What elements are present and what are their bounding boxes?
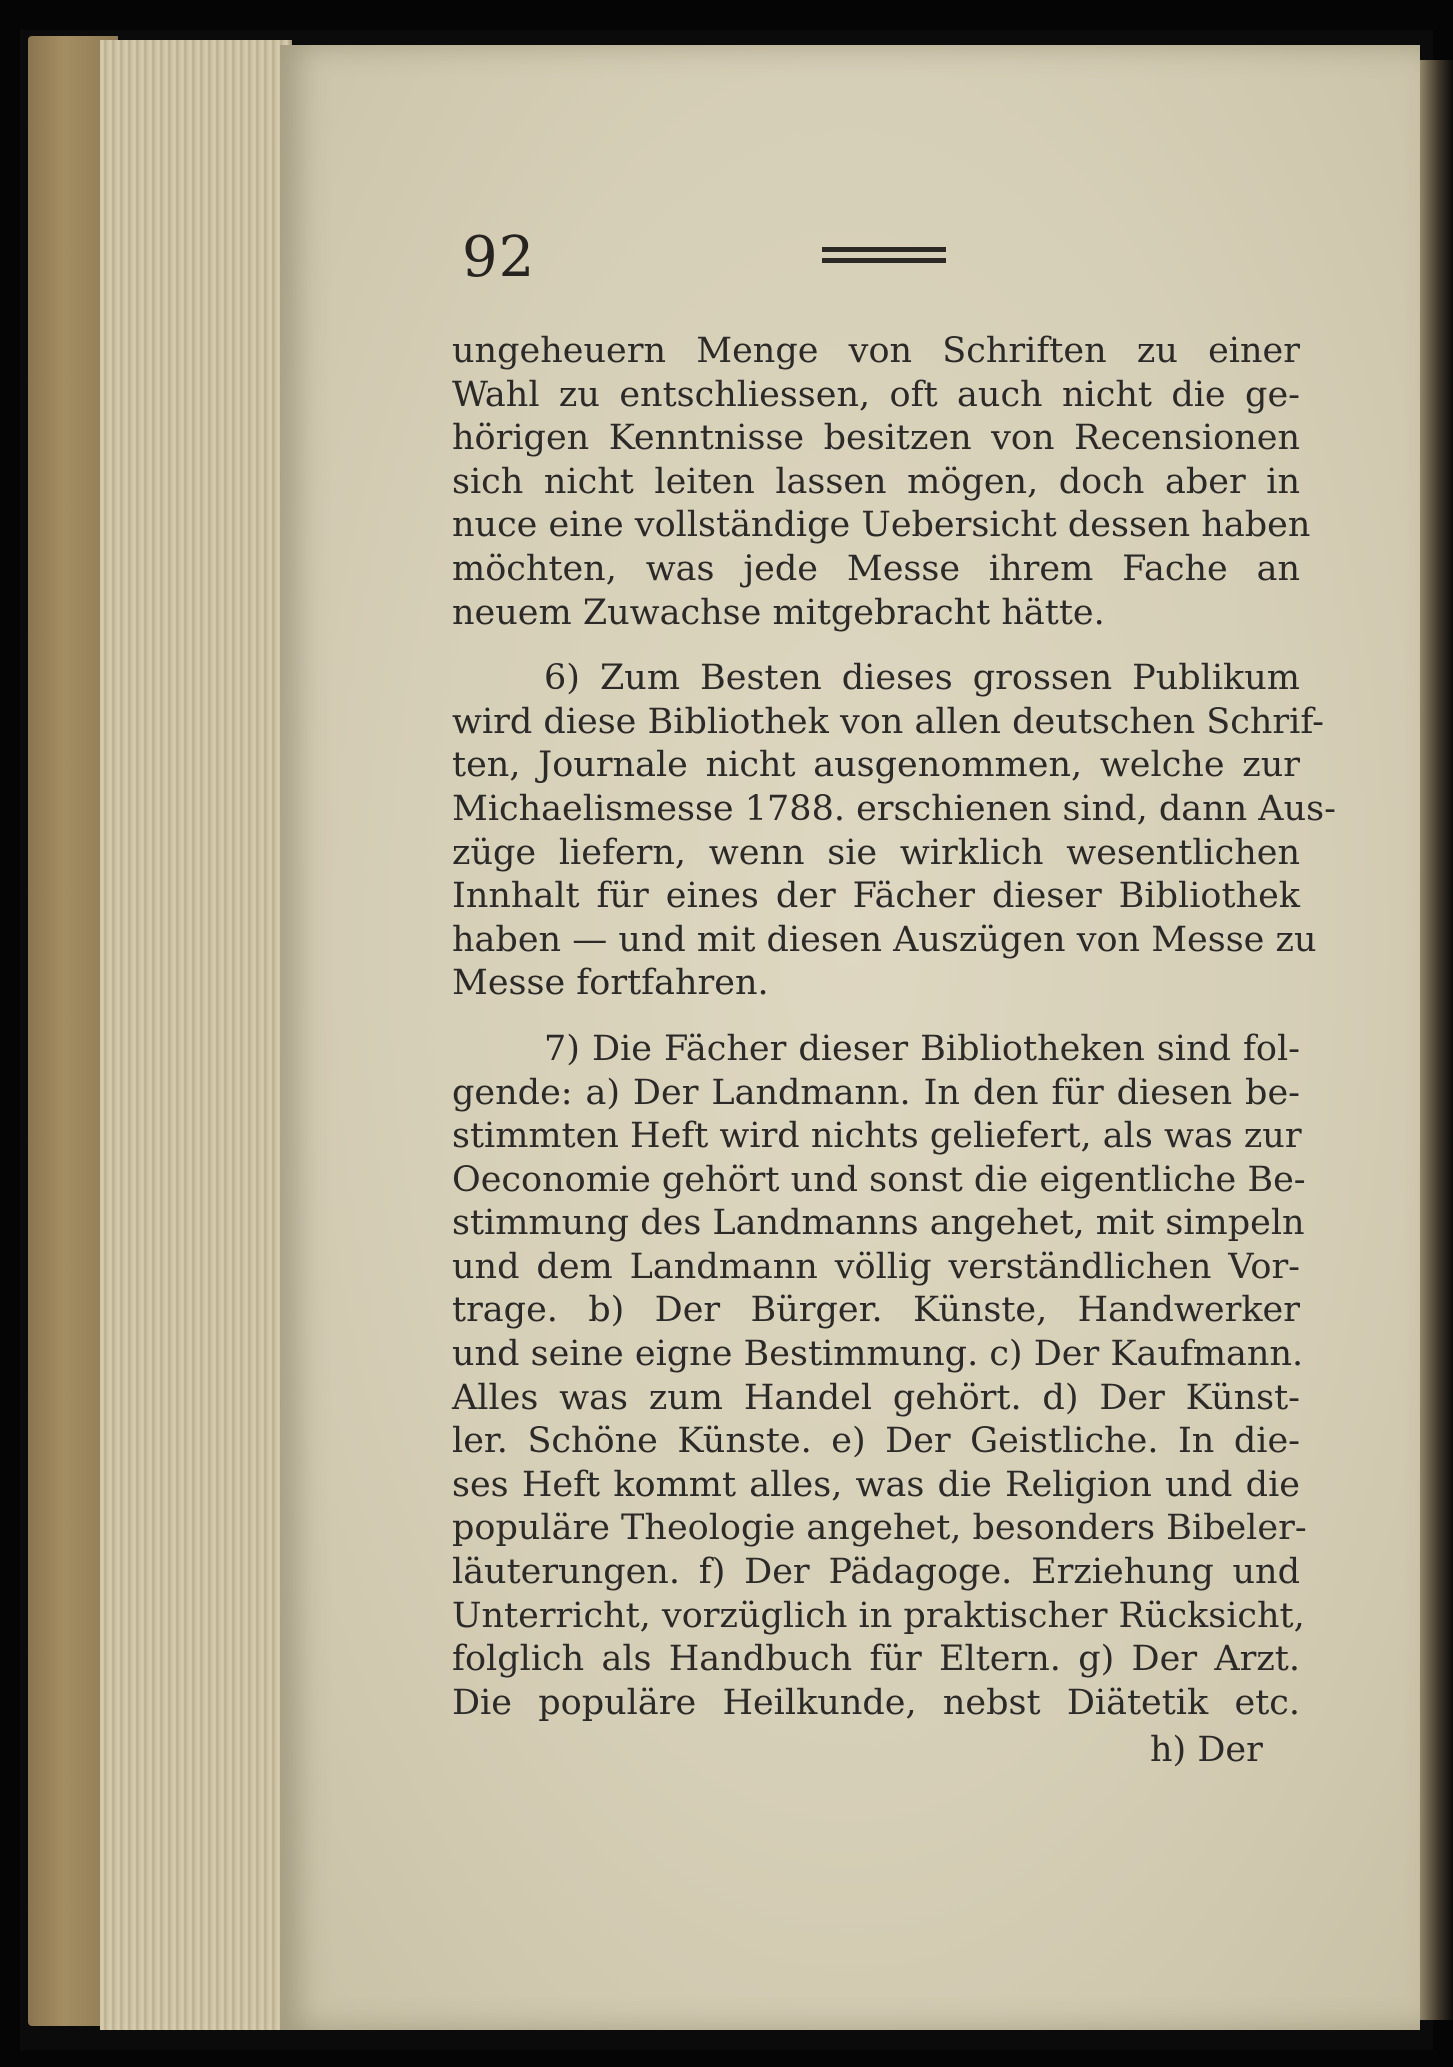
text-line: ungeheuern Menge von Schriften zu einer [452, 331, 1300, 371]
text-line: Alles was zum Handel gehört. d) Der Künst- [452, 1377, 1300, 1418]
text-line: stimmten Heft wird nichts geliefert, als was zur [452, 1116, 1302, 1157]
text-line: wird diese Bibliothek von allen deutschen Schrif- [452, 701, 1324, 742]
text-line: stimmung des Landmanns angehet, mit simpeln [452, 1203, 1305, 1244]
paragraph-6 [452, 657, 1336, 1006]
text-line: ler. Schöne Künste. e) Der Geistliche. In die- [452, 1421, 1300, 1462]
text-line: trage. b) Der Bürger. Künste, Handwerker [452, 1290, 1300, 1331]
text-line: haben — und mit diesen Auszügen von Messe zu [452, 919, 1317, 960]
paragraph-7 [452, 1028, 1307, 1726]
text-line: gende: a) Der Landmann. In den für diesen be- [452, 1072, 1300, 1113]
header-rule [822, 247, 946, 269]
text-line: ten, Journale nicht ausgenommen, welche zur [452, 745, 1300, 786]
text-line: züge liefern, wenn sie wirklich wesentlichen [452, 832, 1300, 873]
text-line: Messe fortfahren. [452, 963, 769, 1004]
text-line: nuce eine vollständige Uebersicht dessen haben [452, 505, 1311, 546]
catchword: h) Der [1150, 1730, 1263, 1770]
page-number: 92 [462, 225, 536, 290]
text-line: populäre Theologie angehet, besonders Bibeler- [452, 1508, 1307, 1549]
page-stack [100, 40, 292, 2030]
text-line: möchten, was jede Messe ihrem Fache an [452, 548, 1300, 589]
text-line: Unterricht, vorzüglich in praktischer Rücksicht, [452, 1595, 1305, 1636]
text-line: sich nicht leiten lassen mögen, doch aber in [452, 461, 1300, 502]
text-line: Oeconomie gehört und sonst die eigentliche Be- [452, 1159, 1306, 1200]
text-line: hörigen Kenntnisse besitzen von Recensionen [452, 418, 1300, 459]
text-line: Die populäre Heilkunde, nebst Diätetik etc. [452, 1682, 1300, 1723]
text-line: Michaelismesse 1788. erschienen sind, dann Aus- [452, 788, 1336, 829]
text-line: ses Heft kommt alles, was die Religion und die [452, 1464, 1300, 1505]
text-line: läuterungen. f) Der Pädagoge. Erziehung und [452, 1552, 1300, 1593]
text-line: und dem Landmann völlig verständlichen Vor- [452, 1246, 1300, 1287]
paragraph-1 [452, 330, 1311, 635]
text-line: und seine eigne Bestimmung. c) Der Kaufmann. [452, 1334, 1304, 1375]
text-line: neuem Zuwachse mitgebracht hätte. [452, 592, 1105, 633]
text-line: Wahl zu entschliessen, oft auch nicht die ge- [452, 374, 1300, 415]
text-line: folglich als Handbuch für Eltern. g) Der Arzt. [452, 1639, 1300, 1680]
text-line: Innhalt für eines der Fächer dieser Bibliothek [452, 876, 1300, 917]
text-line: 7) Die Fächer dieser Bibliotheken sind fol- [544, 1028, 1300, 1069]
body-text [452, 330, 1336, 1725]
facing-page-edge [1420, 60, 1453, 2020]
text-line: 6) Zum Besten dieses grossen Publikum [544, 658, 1300, 699]
